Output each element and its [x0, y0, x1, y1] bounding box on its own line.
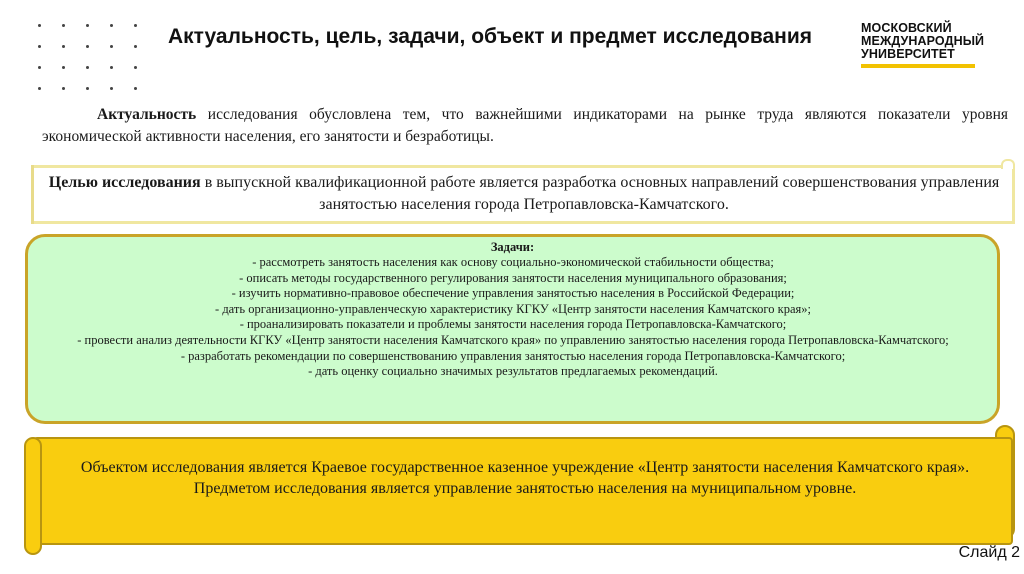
task-item: - дать организационно-управленческую характеристику КГКУ «Центр занятости населения Камчатского края»;: [215, 301, 811, 316]
logo-accent-bar: [861, 64, 975, 68]
object-scroll-box: [33, 437, 1013, 545]
object-statement: Объектом исследования является Краевое государственное казенное учреждение «Центр занятости населения Камчатского края».: [80, 459, 970, 476]
decoration-dot: [134, 87, 137, 90]
goal-scroll-curl: [1001, 159, 1015, 169]
decoration-dot: [62, 45, 65, 48]
decoration-dot: [86, 24, 89, 27]
goal-scroll-box: [31, 165, 1015, 224]
slide-title: Актуальность, цель, задачи, объект и предмет исследования: [168, 25, 812, 48]
subject-statement: Предметом исследования является управление занятостью населения на муниципальном уровне.: [193, 480, 857, 497]
tasks-title: Задачи:: [490, 240, 535, 254]
task-item: - разработать рекомендации по совершенствованию управления занятостью населения города Петропавловска-Камчатского;: [180, 348, 846, 363]
decoration-dot: [62, 87, 65, 90]
decoration-dot: [110, 66, 113, 69]
object-scroll-left-roll: [24, 437, 42, 555]
decoration-dot: [110, 45, 113, 48]
decoration-dot: [38, 24, 41, 27]
university-logo: [861, 22, 1011, 61]
logo-line-3: УНИВЕРСИТЕТ: [861, 47, 955, 61]
task-item: - рассмотреть занятость населения как основу социально-экономической стабильности общества;: [252, 255, 774, 269]
tasks-list: [38, 255, 988, 380]
decoration-dot: [110, 24, 113, 27]
decoration-dot: [86, 66, 89, 69]
decoration-dot: [134, 24, 137, 27]
object-paragraph: [55, 457, 995, 499]
decoration-dot: [62, 66, 65, 69]
task-item: - дать оценку социально значимых результатов предлагаемых рекомендаций.: [308, 364, 718, 379]
relevance-text: исследования обусловлена тем, что важнейшими индикаторами на рынке труда являются показатели уровня экономической активности населения, его занятости и безработицы.: [42, 106, 1008, 145]
goal-text: в выпускной квалификационной работе является разработка основных направлений совершенствования управления занятостью населения города Петропавловска-Камчатского.: [200, 174, 1000, 213]
decoration-dot: [134, 45, 137, 48]
decoration-dot: [62, 24, 65, 27]
logo-line-2: МЕЖДУНАРОДНЫЙ: [861, 34, 985, 48]
decoration-dot: [86, 45, 89, 48]
decoration-dot: [134, 66, 137, 69]
decoration-dot: [38, 45, 41, 48]
decoration-dot: [86, 87, 89, 90]
relevance-label: Актуальность: [97, 106, 197, 123]
task-item: - описать методы государственного регулирования занятости населения муниципального образования;: [239, 270, 787, 285]
tasks-panel: [25, 234, 1000, 424]
logo-line-1: МОСКОВСКИЙ: [861, 21, 952, 35]
task-item: - проанализировать показатели и проблемы занятости населения города Петропавловска-Камчатского;: [239, 317, 787, 332]
decoration-dot: [38, 66, 41, 69]
goal-label: Целью исследования: [48, 174, 201, 191]
task-item: - изучить нормативно-правовое обеспечение управления занятостью населения в Российской Федерации;: [231, 286, 795, 301]
dot-grid-decoration: [38, 24, 138, 88]
decoration-dot: [110, 87, 113, 90]
decoration-dot: [38, 87, 41, 90]
goal-paragraph: [44, 172, 1004, 216]
task-item: - провести анализ деятельности КГКУ «Центр занятости населения Камчатского края» по управлению занятостью населения города Петропавловска-Камчатского;: [77, 332, 949, 347]
slide-number: Слайд 2: [958, 544, 1020, 561]
relevance-paragraph: [42, 104, 1008, 148]
